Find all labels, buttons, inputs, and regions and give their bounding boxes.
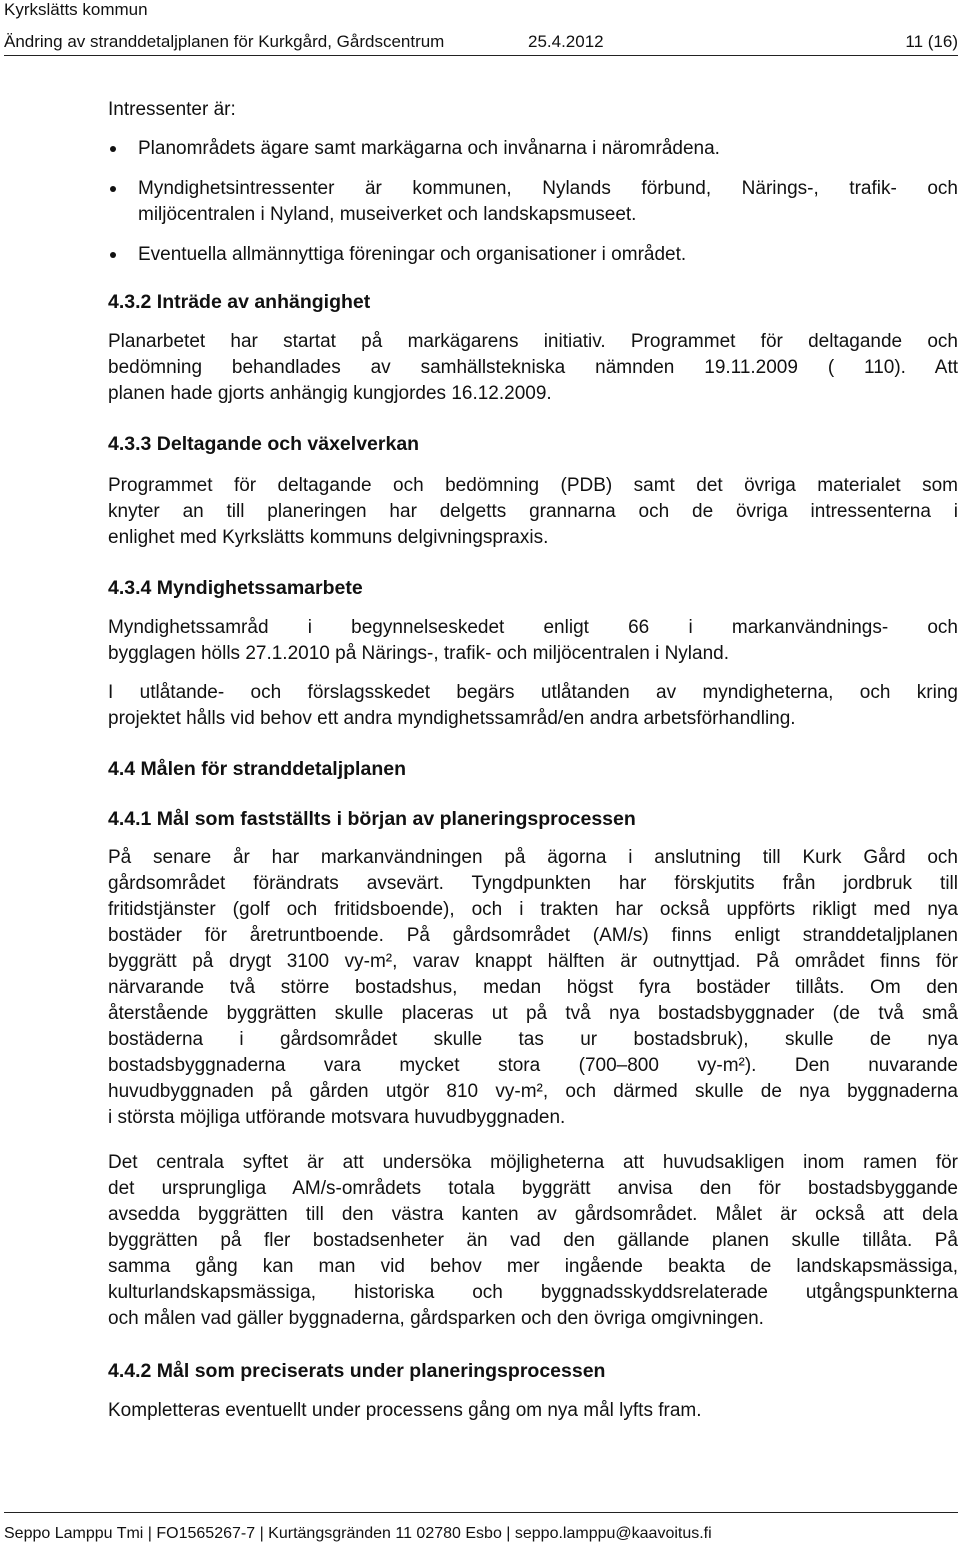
paragraph-4-4-1-a: På senare år har markanvändningen på ägorna i anslutning till Kurk Gård och gårdsområdet förändrats avsevärt. Tyngdpunkten har förskjutits från jordbruk till fritidstjänster (golf och fritidsboende), och i trakten har också uppförts rikligt med nya bostäder för åretruntboende. På gårdsområdet (AM/s) finns enligt stranddetaljplanen byggrätt på drygt 3100 vy-m², varav knappt hälften är outnyttjad. På området finns för närvarande två större bostadshus, medan högst fyra bostäder tillåts. Om den återstående byggrätten skulle placeras ut på två nya bostadsbyggnader (de två små bostäderna i gårdsområdet skulle tas ur bostadsbruk), skulle de nya bostadsbyggnaderna vara mycket stora (700–800 vy-m²). Den nuvarande huvudbyggnaden på gården utgör 810 vy-m², och därmed skulle de nya byggnaderna i största möjliga utförande motsvara huvudbyggnaden. bbox=[108, 847, 958, 1128]
footer-rule bbox=[4, 1512, 958, 1513]
bullet-icon bbox=[110, 146, 116, 152]
section-heading-4-4-1: 4.4.1 Mål som fastställts i början av planeringsprocessen bbox=[108, 808, 636, 830]
list-item: Planområdets ägare samt markägarna och invånarna i närområdena. bbox=[108, 136, 958, 162]
bullet-line: miljöcentralen i Nyland, museiverket och landskapsmuseet. bbox=[138, 204, 637, 225]
footer-contact: Seppo Lamppu Tmi | FO1565267-7 | Kurtängsgränden 11 02780 Esbo | seppo.lamppu@kaavoitus.fi bbox=[4, 1525, 712, 1542]
document-title: Ändring av stranddetaljplanen för Kurkgård, Gårdscentrum bbox=[4, 32, 445, 51]
document-date: 25.4.2012 bbox=[528, 32, 604, 51]
list-item bbox=[108, 176, 958, 228]
bullet-icon bbox=[110, 186, 116, 192]
section-heading-4-4-2: 4.4.2 Mål som preciserats under planeringsprocessen bbox=[108, 1360, 606, 1382]
bullet-line: Myndighetsintressenter är kommunen, Nylands förbund, Närings-, trafik- och bbox=[138, 178, 958, 199]
paragraph-4-3-4-b: I utlåtande- och förslagsskedet begärs utlåtanden av myndigheterna, och kring projektet hålls vid behov ett andra myndighetssamråd/en andra arbetsförhandling. bbox=[108, 682, 958, 729]
section-heading-4-3-4: 4.3.4 Myndighetssamarbete bbox=[108, 577, 363, 599]
section-heading-4-4: 4.4 Målen för stranddetaljplanen bbox=[108, 758, 406, 780]
paragraph-4-3-3: Programmet för deltagande och bedömning (PDB) samt det övriga materialet som knyter an till planeringen har delgetts grannarna och de övriga intressenterna i enlighet med Kyrkslätts kommuns delgivningspraxis. bbox=[108, 475, 958, 548]
stakeholder-list bbox=[108, 136, 958, 282]
organization-name: Kyrkslätts kommun bbox=[4, 0, 148, 19]
paragraph-4-4-2: Kompletteras eventuellt under processens gång om nya mål lyfts fram. bbox=[108, 1400, 702, 1421]
page-number: 11 (16) bbox=[905, 32, 958, 51]
paragraph-4-3-2: Planarbetet har startat på markägarens initiativ. Programmet för deltagande och bedömning behandlades av samhällstekniska nämnden 19.11.2009 ( 110). Att planen hade gjorts anhängig kungjordes 16.12.2009. bbox=[108, 331, 958, 404]
section-heading-4-3-3: 4.3.3 Deltagande och växelverkan bbox=[108, 433, 420, 455]
paragraph-4-3-4-a: Myndighetssamråd i begynnelseskedet enligt 66 i markanvändnings- och bygglagen hölls 27.1.2010 på Närings-, trafik- och miljöcentralen i Nyland. bbox=[108, 617, 958, 664]
header-rule bbox=[4, 55, 958, 56]
stakeholders-intro: Intressenter är: bbox=[108, 99, 236, 120]
section-heading-4-3-2: 4.3.2 Inträde av anhängighet bbox=[108, 291, 371, 313]
list-item: Eventuella allmännyttiga föreningar och organisationer i området. bbox=[108, 242, 958, 268]
bullet-icon bbox=[110, 252, 116, 258]
paragraph-4-4-1-b: Det centrala syftet är att undersöka möjligheterna att huvudsakligen inom ramen för det ursprungliga AM/s-områdets totala byggrätt anvisa den för bostadsbyggande avsedda byggrätten till den västra kanten av gårdsområdet. Målet är också att dela byggrätten på fler bostadsenheter än vad den gällande planen skulle tillåta. På samma gång kan man vid behov mer ingående beakta de landskapsmässiga, kulturlandskapsmässiga, historiska och byggnadsskyddsrelaterade utgångspunkterna och målen vad gäller byggnaderna, gårdsparken och den övriga omgivningen. bbox=[108, 1152, 958, 1329]
